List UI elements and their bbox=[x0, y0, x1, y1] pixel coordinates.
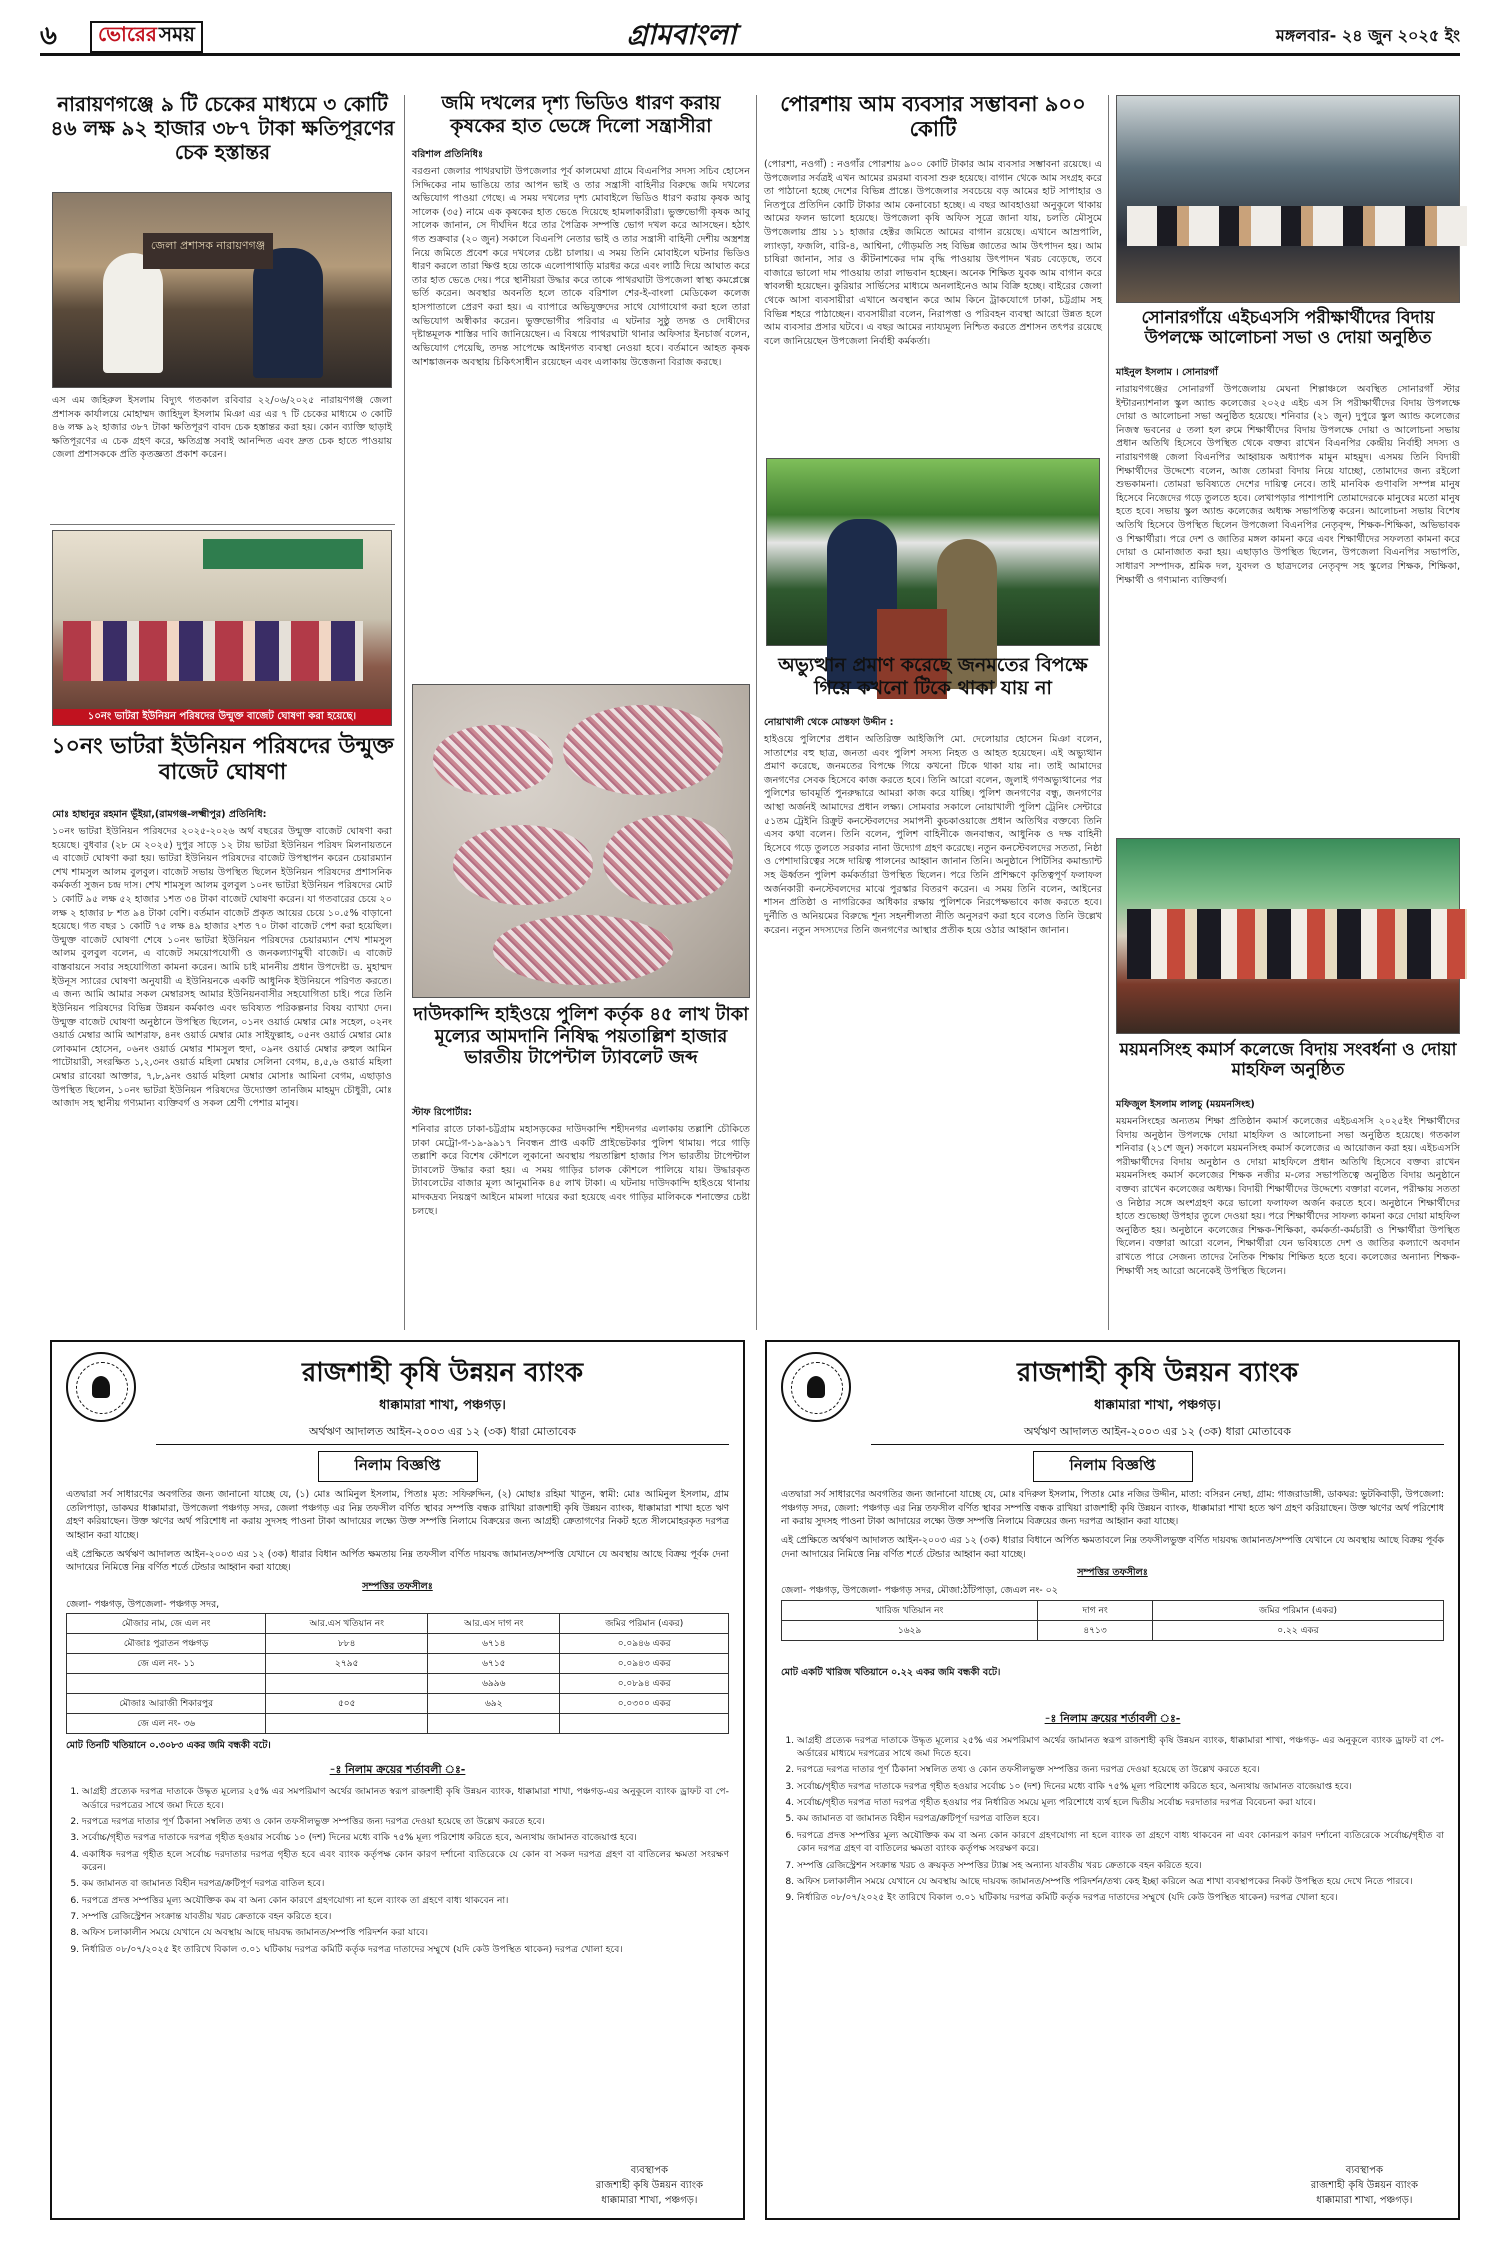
conditions-list bbox=[66, 1785, 729, 1956]
condition-item: 4. সর্বোচ্চ/গৃহীত দরপত্র দাতা দরপত্র গৃহীত হওয়ার পর নির্ধারিত সময়ে মূল্য পরিশোধে ব্যর্থ হলে দ্বিতীয় সর্বোচ্চ দরদাতার দরপত্র বিবেচনা করা যাবে। bbox=[797, 1796, 1444, 1809]
article-body: নারায়ণগঞ্জের সোনারগাঁ উপজেলায় মেঘনা শিল্পাঞ্চলে অবস্থিত সোনারগাঁ স্টার ইন্টারন্যাশনাল স্কুল অ্যান্ড কলেজের ২০২৫ এইচ এস সি পরীক্ষার্থীদের বিদায় উপলক্ষে দোয়া ও আলোচনা সভা অনুষ্ঠিত হয়েছে। শনিবার (২১ জুন) দুপুরে স্কুল অ্যান্ড কলেজের নিজস্ব ভবনের ৫ তলা হল রুমে শিক্ষার্থীদের বিদায় উপলক্ষে দোয়া ও আলোচনা সভায় প্রধান অতিথি হিসেবে উপস্থিত থেকে বক্তব্য রাখেন বিএনপির কেন্দ্রীয় নির্বাহী সদস্য ও নারায়ণগঞ্জ জেলা বিএনপির আহ্বায়ক অধ্যাপক মামুন মাহমুদ। এসময় তিনি বিদায়ী শিক্ষার্থীদের উদ্দেশ্যে বলেন, আজ তোমরা বিদায় নিয়ে যাচ্ছো, তোমাদের জন্য রইলো শুভকামনা। তোমরা ভবিষ্যতে দেশের দায়িত্ব নেবে। তাই মানবিক গুণাবলি সম্পন্ন মানুষ হিসেবে নিজেদের গড়ে তুলতে হবে। লেখাপড়ার পাশাপাশি তোমাদেরকে মানুষের মতো মানুষ হতে হবে। সভায় স্কুল অ্যান্ড কলেজের অধ্যক্ষ সভাপতিত্ব করেন। আলোচনা সভায় বিশেষ অতিথি হিসেবে উপস্থিত ছিলেন উপজেলা বিএনপির নেতৃবৃন্দ, শিক্ষক-শিক্ষিকা, অভিভাবক ও শিক্ষার্থীরা। পরে দেশ ও জাতির মঙ্গল কামনা করে এবং শিক্ষার্থীদের সফলতা কামনা করে দোয়া ও মোনাজাত করা হয়। এছাড়াও উপস্থিত ছিলেন, উপজেলা বিএনপির সভাপতি, সাধারণ সম্পাদক, শ্রমিক দল, যুবদল ও ছাত্রদলের নেতৃবৃন্দ সহ স্কুলের শিক্ষক, শিক্ষিকা, শিক্ষার্থী ও গণ্যমান্য ব্যক্তিবর্গ। bbox=[1116, 384, 1464, 586]
photo-caption: ১০নং ভাটরা ইউনিয়ন পরিষদের উন্মুক্ত বাজেট ঘোষণা করা হয়েছে। bbox=[53, 709, 391, 725]
bank-name: রাজশাহী কৃষি উন্নয়ন ব্যাংক bbox=[1016, 1358, 1299, 1388]
signatory-bank: রাজশাহী কৃষি উন্নয়ন ব্যাংক bbox=[1310, 2180, 1418, 2191]
table-cell: মৌজাঃ আরাজী শিকারপুর bbox=[67, 1694, 266, 1714]
bank-seal-icon bbox=[781, 1352, 851, 1422]
table-cell: ৬৯৯৬ bbox=[428, 1674, 560, 1694]
table-cell: ২৭৯৫ bbox=[266, 1654, 428, 1674]
table-cell: ৫০৫ bbox=[266, 1694, 428, 1714]
table-header: জমির পরিমান (একর) bbox=[560, 1614, 729, 1634]
conditions-title: -ঃ নিলাম ক্রয়ের শর্তাবলী ঃ- bbox=[329, 1763, 466, 1777]
divider bbox=[156, 1444, 729, 1445]
signatory-title: ব্যবস্থাপক bbox=[630, 2165, 669, 2176]
article-body-barishal bbox=[412, 148, 754, 668]
table-cell: ০.০৩০০ একর bbox=[560, 1694, 729, 1714]
signature-block bbox=[596, 2163, 703, 2208]
notice-title: নিলাম বিজ্ঞপ্তি bbox=[318, 1451, 478, 1482]
logo-part1: ভোরের bbox=[98, 22, 157, 46]
condition-item: 4. একাধিক দরপত্র গৃহীত হলে সর্বোচ্চ দরদাতার দরপত্র গৃহীত হবে এবং ব্যাংক কর্তৃপক্ষ কোন কারণ দর্শানো ব্যতিরেকে যে কোন বা সকল দরপত্র গ্রহণ বা বাতিলের ক্ষমতা সংরক্ষণ করেন। bbox=[82, 1848, 729, 1875]
schedule-title: সম্পত্তির তফসীলঃ bbox=[362, 1580, 433, 1592]
section-title: গ্রামবাংলা bbox=[626, 18, 737, 51]
table-row bbox=[67, 1654, 729, 1674]
logo-part2: সময় bbox=[158, 22, 195, 46]
table-cell: ১৬২৯ bbox=[782, 1620, 1038, 1640]
condition-item: 6. দরপত্রে প্রদত্ত সম্পত্তির মূল্য অযৌক্তিক কম বা অন্য কোন কারণে গ্রহণযোগ্য না হলে ব্যাংক তা গ্রহণে বাধ্য থাকবেন না। bbox=[82, 1894, 729, 1907]
photo-cheque-handover bbox=[52, 192, 392, 388]
condition-item: 3. সর্বোচ্চ/গৃহীত দরপত্র দাতাকে দরপত্র গৃহীত হওয়ার সর্বোচ্চ ১০ (দশ) দিনের মধ্যে বাকি ৭৫% মূল্য পরিশোধ করিতে হবে, অন্যথায় জামানত বাজেয়াপ্ত হবে। bbox=[82, 1831, 729, 1844]
table-header: মৌজার নাম, জে এল নং bbox=[67, 1614, 266, 1634]
article-byline: মফিজুল ইসলাম লালচু (ময়মনসিংহ) bbox=[1116, 1099, 1255, 1110]
article-body: হাইওয়ে পুলিশের প্রধান অতিরিক্ত আইজিপি মো. দেলোয়ার হোসেন মিঞা বলেন, সাতাশের বহু ছাত্র, জনতা এবং পুলিশ সদস্য নিহত ও আহত হয়েছেন। এই অভ্যুত্থান প্রমাণ করেছে, জনমতের বিপক্ষে গিয়ে কখনো টিকে থাকা যায় না। তাই আমাদের জনগণের সেবক হিসেবে কাজ করতে হবে। তিনি আরো বলেন, জুলাই গণঅভ্যুত্থানের পর পুলিশের ভাবমূর্তি পুনরুদ্ধারে আমরা কাজ করে যাচ্ছি। পুলিশ জনগণের বন্ধু, জনগণের আস্থা অর্জনই আমাদের প্রধান লক্ষ্য। সোমবার সকালে নোয়াখালী পুলিশ ট্রেনিং সেন্টারে ৫১তম ট্রেইনি রিক্রুট কনস্টেবলদের সমাপনী কুচকাওয়াজে প্রধান অতিথির বক্তব্যে তিনি এসব কথা বলেন। তিনি বলেন, পুলিশ বাহিনীকে জনবান্ধব, আধুনিক ও দক্ষ বাহিনী হিসেবে গড়ে তুলতে সরকার নানা উদ্যোগ গ্রহণ করেছে। নতুন কনস্টেবলদের সততা, নিষ্ঠা ও পেশাদারিত্বের সঙ্গে দায়িত্ব পালনের আহ্বান জানান তিনি। অনুষ্ঠানে পিটিসির কমান্ড্যান্ট সহ ঊর্ধ্বতন পুলিশ কর্মকর্তারা উপস্থিত ছিলেন। পরে তিনি প্রশিক্ষণে কৃতিত্বপূর্ণ ফলাফল অর্জনকারী কনস্টেবলদের মাঝে পুরস্কার বিতরণ করেন। এ সময় তিনি বলেন, আইনের শাসন প্রতিষ্ঠা ও নাগরিকের অধিকার রক্ষায় পুলিশকে নিরপেক্ষভাবে কাজ করতে হবে। দুর্নীতি ও অনিয়মের বিরুদ্ধে শূন্য সহনশীলতা নীতি অনুসরণ করা হবে বলেও তিনি উল্লেখ করেন। নতুন সদস্যদের তিনি জনগণের আস্থার প্রতীক হয়ে ওঠার আহ্বান জানান। bbox=[764, 734, 1106, 936]
notice-intro: এতদ্বারা সর্ব সাধারণের অবগতির জন্য জানানো যাচ্ছে যে, (১) মোঃ আমিনুল ইসলাম, পিতাঃ মৃত: সফিরুদ্দিন, (২) মোছাঃ রহিমা খাতুন, স্বামী: মোঃ আমিনুল ইসলাম, গ্রাম তেলিপাড়া, ডাকঘর ধাক্কামারা, উপজেলা পঞ্চগড় সদর, জেলা পঞ্চগড় এর নিম্ন তফসীল বর্ণিত স্থাবর সম্পত্তি বন্ধক রাখিয়া রাজশাহী কৃষি উন্নয়ন ব্যাংক, ধাক্কামারা শাখা হতে ঋণ গ্রহণ করিয়াছেন। উক্ত ঋণের অর্থ পরিশোধ না করায় সুদসহ পাওনা টাকা আদায়ের লক্ষ্যে উক্ত সম্পত্তি নিলামে বিক্রয়ের জন্য আগ্রহী ক্রেতাগণের নিকট হতে সীলমোহরকৃত দরপত্র আহ্বান করা যাচ্ছে। bbox=[66, 1489, 729, 1541]
article-byline: স্টাফ রিপোর্টার: bbox=[412, 1107, 473, 1118]
article-byline: বরিশাল প্রতিনিধিঃ bbox=[412, 149, 484, 160]
article-body-noakhali bbox=[764, 716, 1106, 1330]
photo-budget-meeting bbox=[52, 530, 392, 726]
condition-item: 9. নির্ধারিত ০৮/০৭/২০২৫ ইং তারিখে বিকাল ৩.০১ ঘটিকায় দরপত্র কমিটি কর্তৃক দরপত্র দাতাদের সম্মুখে (যদি কেউ উপস্থিত থাকেন) দরপত্র খোলা হবে। bbox=[82, 1943, 729, 1956]
column-rule bbox=[404, 95, 405, 1330]
property-schedule-table bbox=[781, 1600, 1444, 1641]
table-cell bbox=[67, 1674, 266, 1694]
table-cell bbox=[266, 1674, 428, 1694]
condition-item: 7. সম্পত্তি রেজিস্ট্রেশন সংক্রান্ত খরচ ও ক্রয়কৃত সম্পত্তির ট্যাক্স সহ অন্যান্য যাবতীয় খরচ ক্রেতাকে বহন করিতে হবে। bbox=[797, 1859, 1444, 1872]
condition-item: 1. আগ্রহী প্রত্যেক দরপত্র দাতাকে উদ্ধৃত মূল্যের ২৫% এর সমপরিমাণ অর্থের জামানত স্বরূপ রাজশাহী কৃষি উন্নয়ন ব্যাংক, ধাক্কামারা শাখা, পঞ্চগড়- এর অনুকূলে ব্যাংক ড্রাফট বা পে-অর্ডারের মাধ্যমে দরপত্রের সাথে জমা দিতে হবে। bbox=[797, 1734, 1444, 1761]
signatory-branch: ধাক্কামারা শাখা, পঞ্চগড়। bbox=[601, 2195, 698, 2206]
condition-item: 7. সম্পত্তি রেজিস্ট্রেশন সংক্রান্ত যাবতীয় খরচ ক্রেতাকে বহন করিতে হবে। bbox=[82, 1910, 729, 1923]
page-number: ৬ bbox=[40, 20, 57, 51]
table-row bbox=[67, 1634, 729, 1654]
article-barishal bbox=[412, 92, 750, 138]
property-schedule-table bbox=[66, 1613, 729, 1734]
schedule-total: মোট তিনটি খতিয়ানে ০.৩০৮৩ একর জমি বন্ধকী বটে। bbox=[66, 1740, 271, 1752]
notice-para: এই প্রেক্ষিতে অর্থঋণ আদালত আইন-২০০৩ এর ১২ (৩ক) ধারার বিধান অর্পিত ক্ষমতায় নিম্ন তফসীল বর্ণিত দায়বদ্ধ জামানত/সম্পত্তি যেখানে যে অবস্থায় আছে বিক্রয় পূর্বক দেনা আদায়ের নিমিত্তে নিম্ন বর্ণিত শর্তে টেন্ডার আহ্বান করা যাচ্ছে। bbox=[66, 1548, 729, 1574]
article-porsha bbox=[764, 92, 1102, 142]
auction-notice-left bbox=[50, 1340, 745, 2220]
article-headline: পোরশায় আম ব্যবসার সম্ভাবনা ৯০০ কোটি bbox=[780, 92, 1086, 142]
article-headline: সোনারগাঁয়ে এইচএসসি পরীক্ষার্থীদের বিদায় উপলক্ষে আলোচনা সভা ও দোয়া অনুষ্ঠিত bbox=[1141, 308, 1435, 349]
photo-police-parade bbox=[766, 458, 1100, 646]
article-body-mymensingh bbox=[1116, 1098, 1464, 1330]
bank-name: রাজশাহী কৃষি উন্নয়ন ব্যাংক bbox=[301, 1358, 584, 1388]
table-cell: জে এল নং- ১১ bbox=[67, 1654, 266, 1674]
schedule-title: সম্পত্তির তফসীলঃ bbox=[1077, 1567, 1148, 1579]
table-header: আর.এস দাগ নং bbox=[428, 1614, 560, 1634]
divider bbox=[871, 1444, 1444, 1445]
bank-branch: ধাক্কামারা শাখা, পঞ্চগড়। bbox=[1094, 1398, 1221, 1413]
newspaper-logo bbox=[90, 21, 203, 53]
condition-item: 5. কম জামানত বা জামানত বিহীন দরপত্র/ক্রটিপূর্ণ দরপত্র বাতিল হবে। bbox=[82, 1877, 729, 1890]
table-header: আর.এস খতিয়ান নং bbox=[266, 1614, 428, 1634]
signatory-title: ব্যবস্থাপক bbox=[1345, 2165, 1384, 2176]
article-headline: অভ্যুত্থান প্রমাণ করেছে জনমতের বিপক্ষে গিয়ে কখনো টিকে থাকা যায় না bbox=[778, 654, 1088, 699]
table-cell: ০.০৯৪৩ একর bbox=[560, 1654, 729, 1674]
table-cell: ০.০৮৯৪ একর bbox=[560, 1674, 729, 1694]
article-body: বরগুনা জেলার পাথরঘাটা উপজেলার পূর্ব কালমেঘা গ্রামে বিএনপির সদস্য সচিব হোসেন সিদ্দিকের নাম ভাঙিয়ে তার আপন ভাই ও তার সন্ত্রাসী বাহিনীর বিরুদ্ধে জমি দখলের অভিযোগ পাওয়া গেছে। এ সময় দখলের দৃশ্য মোবাইলে ভিডিও ধারণ করায় কৃষক আবু সালেক (৩৫) নামে এক কৃষকের হাত ভেঙে দিয়েছে হামলাকারীরা। ভুক্তভোগী কৃষক আবু সালেক জানান, সে দীর্ঘদিন ধরে তার পৈত্রিক সম্পত্তি ভোগ দখল করে আসছেন। হঠাৎ গত শুক্রবার (২০ জুন) সকালে বিএনপি নেতার ভাই ও তার সন্ত্রাসী বাহিনী দেশীয় অস্ত্রশস্ত্র নিয়ে জমিতে প্রবেশ করে দখলের চেষ্টা চালায়। এ সময় তিনি মোবাইলে ঘটনার ভিডিও ধারণ করলে তারা ক্ষিপ্ত হয়ে তাকে এলোপাথাড়ি মারধর করে এবং লাঠি দিয়ে আঘাত করে তার হাত ভেঙে দেয়। পরে স্থানীয়রা উদ্ধার করে তাকে পাথরঘাটা উপজেলা স্বাস্থ্য কমপ্লেক্সে ভর্তি করেন। অবস্থার অবনতি হলে তাকে বরিশাল শের-ই-বাংলা মেডিকেল কলেজ হাসপাতালে প্রেরণ করা হয়। এ ব্যাপারে অভিযুক্তদের সাথে যোগাযোগ করা হলে তারা অভিযোগ অস্বীকার করেন। ভুক্তভোগীর পরিবার এ ঘটনার সুষ্ঠু তদন্ত ও দোষীদের দৃষ্টান্তমূলক শাস্তির দাবি জানিয়েছেন। এ বিষয়ে পাথরঘাটা থানার অফিসার ইনচার্জ বলেন, অভিযোগ পেয়েছি, তদন্ত সাপেক্ষে আইনগত ব্যবস্থা নেওয়া হবে। বর্তমানে আহত কৃষক আশঙ্কাজনক অবস্থায় চিকিৎসাধীন রয়েছেন এবং এলাকায় উত্তেজনা বিরাজ করছে। bbox=[412, 166, 754, 368]
article-body: শনিবার রাতে ঢাকা-চট্টগ্রাম মহাসড়কের দাউদকান্দি শহীদনগর এলাকায় তল্লাশি চৌকিতে ঢাকা মেট্রো-গ-১৯-৯৯১৭ নিবন্ধন প্রাপ্ত একটি প্রাইভেটকার পুলিশ থামায়। পরে গাড়ি তল্লাশি করে বিশেষ কৌশলে লুকানো অবস্থায় পয়তাল্লিশ হাজার পিস ভারতীয় টাপেন্টাল ট্যাবলেট উদ্ধার করা হয়। এ সময় গাড়ির চালক কৌশলে পালিয়ে যায়। উদ্ধারকৃত ট্যাবলেটের বাজার মূল্য আনুমানিক ৪৫ লাখ টাকা। এ ঘটনায় দাউদকান্দি হাইওয়ে থানায় মাদকদ্রব্য নিয়ন্ত্রণ আইনে মামলা দায়ের করা হয়েছে এবং গাড়ির মালিককে শনাক্তের চেষ্টা চলছে। bbox=[412, 1124, 754, 1217]
condition-item: 1. আগ্রহী প্রত্যেক দরপত্র দাতাকে উদ্ধৃত মূল্যের ২৫% এর সমপরিমাণ অর্থের জামানত স্বরূপ রাজশাহী কৃষি উন্নয়ন ব্যাংক, ধাক্কামারা শাখা, পঞ্চগড়-এর অনুকূলে ব্যাংক ড্রাফট বা পে-অর্ডারে দরপত্রের সাথে জমা দিতে হবে। bbox=[82, 1785, 729, 1812]
notice-title: নিলাম বিজ্ঞপ্তি bbox=[1033, 1451, 1193, 1482]
table-header: জমির পরিমান (একর) bbox=[1152, 1600, 1443, 1620]
article-body-sonargaon bbox=[1116, 366, 1464, 832]
table-cell bbox=[428, 1714, 560, 1734]
condition-item: 2. দরপত্রে দরপত্র দাতার পূর্ণ ঠিকানা সম্বলিত তথ্য ও কোন তফসীলভুক্ত সম্পত্তির জন্য দরপত্র দেওয়া হয়েছে তা উল্লেখ করতে হবে। bbox=[797, 1763, 1444, 1776]
bank-branch: ধাক্কামারা শাখা, পঞ্চগড়। bbox=[379, 1398, 506, 1413]
table-cell: ৮৮৪ bbox=[266, 1634, 428, 1654]
table-cell: জে এল নং- ৩৬ bbox=[67, 1714, 266, 1734]
schedule-subtitle: জেলা- পঞ্চগড়, উপজেলা- পঞ্চগড় সদর, মৌজা:ঠাঁটপাড়া, জেএল নং- ০২ bbox=[781, 1585, 1058, 1597]
condition-item: 3. সর্বোচ্চ/গৃহীত দরপত্র দাতাকে দরপত্র গৃহীত হওয়ার সর্বোচ্চ ১০ (দশ) দিনের মধ্যে বাকি ৭৫% মূল্য পরিশোধ করিতে হবে, অন্যথায় জামানত বাজেয়াপ্ত হবে। bbox=[797, 1780, 1444, 1793]
table-cell bbox=[560, 1714, 729, 1734]
article-noakhali bbox=[764, 654, 1102, 700]
article-body: এস এম জহিরুল ইসলাম বিদ্যুৎ গতকাল রবিবার ২২/০৬/২০২৫ নারায়ণগঞ্জ জেলা প্রশাসক কার্যালয়ে মোহাম্মদ জাহিদুল ইসলাম মিঞা এর এর ৭ টি চেকের মাধ্যমে ৩ কোটি ৪৬ লক্ষ ৯২ হাজার ৩৮৭ টাকা ক্ষতিপূরণ বাবদ চেক হস্তান্তর করা হয়। কোন ব্যাক্তি ছাড়াই ক্ষতিপূরণের এ চেক গ্রহণ করে, ক্ষতিগ্রস্ত সবাই আনন্দিত এবং দ্রুত চেক হাতে পাওয়ায় জেলা প্রশাসককে প্রতি কৃতজ্ঞতা প্রকাশ করেন। bbox=[52, 395, 396, 461]
signature-block bbox=[1311, 2163, 1418, 2208]
article-headline: নারায়ণগঞ্জে ৯ টি চেকের মাধ্যমে ৩ কোটি ৪৬ লক্ষ ৯২ হাজার ৩৮৭ টাকা ক্ষতিপূরণের চেক হস্তান্তর bbox=[50, 92, 395, 164]
conditions-list bbox=[781, 1734, 1444, 1905]
photo-commerce-college bbox=[1116, 838, 1460, 1034]
photo-seized-tablets bbox=[412, 684, 750, 998]
table-cell: মৌজাঃ পুরাতন পঞ্চগড় bbox=[67, 1634, 266, 1654]
article-daudkandi bbox=[412, 1004, 750, 1069]
article-headline: ১০নং ভাটরা ইউনিয়ন পরিষদের উন্মুক্ত বাজেট ঘোষণা bbox=[51, 734, 394, 786]
notice-para: এই প্রেক্ষিতে অর্থঋণ আদালত আইন-২০০৩ এর ১২ (৩ক) ধারার বিধানে অর্পিত ক্ষমতাবলে নিম্ন তফসীলভুক্ত বর্ণিত দায়বদ্ধ জামানত/সম্পত্তি যেখানে যে অবস্থায় আছে বিক্রয় পূর্বক দেনা আদায়ের নিমিত্তে নিম্ন বর্ণিত শর্তে টেন্ডার আহ্বান করা যাচ্ছে। bbox=[781, 1534, 1444, 1560]
article-bhatra bbox=[50, 734, 395, 787]
schedule-total: মোট একটি খারিজ খতিয়ানে ০.২২ একর জমি বন্ধকী বটে। bbox=[781, 1666, 1001, 1678]
condition-item: 5. কম জামানত বা জামানত বিহীন দরপত্র/ক্রটিপূর্ণ দরপত্র বাতিল হবে। bbox=[797, 1812, 1444, 1825]
table-cell: ৬৯২ bbox=[428, 1694, 560, 1714]
article-headline: জমি দখলের দৃশ্য ভিডিও ধারণ করায় কৃষকের হাত ভেঙ্গে দিলো সন্ত্রাসীরা bbox=[441, 92, 721, 137]
bank-seal-icon bbox=[66, 1352, 136, 1422]
law-reference: অর্থঋণ আদালত আইন-২০০৩ এর ১২ (৩ক) ধারা মোতাবেক bbox=[308, 1425, 576, 1438]
condition-item: 8. অফিস চলাকালীন সময়ে যেখানে যে অবস্থায় আছে দায়বদ্ধ জামানত/সম্পত্তি পরিদর্শন/তথ্য কেহ ইচ্ছা করিলে অত্র শাখা ব্যবস্থাপকের নিকট উপস্থিত হয়ে দেখে নিতে পারবে। bbox=[797, 1875, 1444, 1888]
article-byline: মাইনুল ইসলাম । সোনারগাঁ bbox=[1116, 367, 1218, 378]
table-row bbox=[67, 1674, 729, 1694]
law-reference: অর্থঋণ আদালত আইন-২০০৩ এর ১২ (৩ক) ধারা মোতাবেক bbox=[1023, 1425, 1291, 1438]
photo-hsc-farewell bbox=[1116, 95, 1460, 303]
article-body-porsha bbox=[764, 158, 1106, 456]
article-narayanganj bbox=[50, 92, 395, 164]
auction-notice-right bbox=[765, 1340, 1460, 2220]
table-header: খারিজ খতিয়ান নং bbox=[782, 1600, 1038, 1620]
column-rule bbox=[756, 95, 757, 1330]
article-body: (পোরশা, নওগাঁ) : নওগাঁর পোরশায় ৯০০ কোটি টাকার আম ব্যবসার সম্ভাবনা রয়েছে। এ উপজেলার সর্বত্রই এখন আমের রমরমা ব্যবসা শুরু হয়েছে। বাগান থেকে আম সংগ্রহ করে তা পাঠানো হচ্ছে দেশের বিভিন্ন প্রান্তে। উপজেলার সবচেয়ে বড় আমের হাট সাপাহার ও নিতপুরে প্রতিদিন কোটি টাকার আম কেনাবেচা হচ্ছে। এ বছর আবহাওয়া অনুকূলে থাকায় আমের ফলন ভালো হয়েছে। উপজেলা কৃষি অফিস সূত্রে জানা যায়, চলতি মৌসুমে উপজেলায় প্রায় ১১ হাজার হেক্টর জমিতে আমের বাগান রয়েছে। এখানে আম্রপালি, ল্যাংড়া, ফজলি, বারি-৪, আশ্বিনা, গৌড়মতি সহ বিভিন্ন জাতের আম উৎপাদন হয়। আম চাষিরা জানান, সার ও কীটনাশকের দাম বৃদ্ধি পাওয়ায় উৎপাদন খরচ বেড়েছে, তবে বাজারে ভালো দাম পাওয়ায় তারা লাভবান হচ্ছেন। অনেক শিক্ষিত যুবক আম বাগান করে স্বাবলম্বী হয়েছেন। কুরিয়ার সার্ভিসের মাধ্যমে অনলাইনেও আম বিক্রি হচ্ছে। বাইরের জেলা থেকে আসা ব্যবসায়ীরা এখানে অবস্থান করে আম কিনে ট্রাকযোগে ঢাকা, চট্টগ্রাম সহ বিভিন্ন শহরে পাঠাচ্ছেন। ব্যবসায়ীরা বলেন, নিরাপত্তা ও পরিবহন ব্যবস্থা আরো উন্নত হলে আম ব্যবসার প্রসার ঘটবে। এ বছর আমের ন্যায্যমূল্য নিশ্চিত করতে প্রশাসন তৎপর রয়েছে বলে জানিয়েছেন উপজেলা নির্বাহী কর্মকর্তা। bbox=[764, 159, 1106, 347]
table-cell bbox=[266, 1714, 428, 1734]
column-rule bbox=[1108, 95, 1109, 1330]
table-row bbox=[67, 1694, 729, 1714]
schedule-subtitle: জেলা- পঞ্চগড়, উপজেলা- পঞ্চগড় সদর, bbox=[66, 1598, 220, 1610]
divider bbox=[50, 524, 395, 525]
article-headline: ময়মনসিংহ কমার্স কলেজে বিদায় সংবর্ধনা ও দোয়া মাহফিল অনুষ্ঠিত bbox=[1119, 1040, 1457, 1081]
article-sonargaon bbox=[1116, 308, 1460, 349]
article-body: ১০নং ভাটরা ইউনিয়ন পরিষদের ২০২৫-২০২৬ অর্থ বছরের উন্মুক্ত বাজেট ঘোষণা করা হয়েছে। বুধবার (২৮ মে ২০২৫) দুপুর সাড়ে ১২ টায় ভাটরা ইউনিয়ন পরিষদ মিলনায়তনে এ বাজেট ঘোষণা করা হয়। ভাটরা ইউনিয়ন পরিষদের বাজেট উপস্থাপন করেন চেয়ারম্যান শেখ শামসুল আলম বুলবুল। বাজেট সভায় উপস্থিত ছিলেন ইউনিয়ন পরিষদের প্রশাসনিক কর্মকর্তা সুজন চন্দ্র দাস। শেখ শামসুল আলম বুলবুল ১০নং ভাটরা ইউনিয়ন পরিষদের মোট ১ কোটি ৯৫ লক্ষ ৫২ হাজার ১শত ৩৪ টাকা বাজেট ঘোষণা করেন। যা গতবারের চেয়ে ২০ লক্ষ ২ হাজার ৮ শত ৯৪ টাকা বেশি। বর্তমান বাজেট প্রকৃত আয়ের চেয়ে ১০.৫% বাড়ানো হয়েছে। গত বছর ১ কোটি ৭৫ লক্ষ ৪৯ হাজার ২শত ৭০ টাকা বাজেট পেশ করা হয়েছিল। উন্মুক্ত বাজেট ঘোষণা শেষে ১০নং ভাটরা ইউনিয়ন পরিষদের চেয়ারম্যান শেখ শামসুল আলম বুলবুল বলেন, এ বাজেট সময়োপযোগী ও জনকল্যাণমুখী বাজেট। এ বাজেট বাস্তবায়নে সবার সহযোগিতা কামনা করেন। আমি চাই মাননীয় প্রধান উপদেষ্টা ড. মুহাম্মদ ইউনূস স্যারের ঘোষণা অনুযায়ী এ ইউনিয়নকে একটি আধুনিক ইউনিয়নে পরিণত করতে। এ জন্য আমি আমার সকল মেম্বারসহ আমার ইউনিয়নবাসীর সহযোগিতা চাই। পরে তিনি ইউনিয়ন পরিষদের বিভিন্ন উন্নয়ন কর্মকাণ্ড এবং ভবিষ্যত পরিকল্পনার বিষয় ব্যাখ্যা দেন। উন্মুক্ত বাজেট ঘোষণা অনুষ্ঠানে উপস্থিত ছিলেন, ০১নং ওয়ার্ড মেম্বার মোঃ সহেল, ০২নং ওয়ার্ড মেম্বার আমি আশরাফ, ৪নং ওয়ার্ড মেম্বার মোঃ সাইফুল্লাহ, ০৫নং ওয়ার্ড মেম্বার মোঃ লোকমান হোসেন, ০৬নং ওয়ার্ড মেম্বার শামসুল হুদা, ০৯নং ওয়ার্ড মেম্বার রুহুল আমিন পাটোয়ারী, সংরক্ষিত ১,২,৩নং ওয়ার্ড মহিলা মেম্বার সেলিনা বেগম, ৪,৫,৬ ওয়ার্ড মহিলা মেম্বার রাবেয়া আক্তার, ৭,৮,৯নং ওয়ার্ড মহিলা মেম্বার মোসাঃ আমিনা বেগম, এছাড়াও উপস্থিত ছিলেন, ১০নং ভাটরা ইউনিয়ন পরিষদের উদ্যোক্তা তানজিম মাহমুদ চৌধুরী, মোঃ আজাদ সহ স্থানীয় গণ্যমান্য ব্যক্তিবর্গ ও সকল শ্রেণী পেশার মানুষ। bbox=[52, 826, 396, 1110]
article-body-bhatra bbox=[52, 808, 396, 1330]
article-byline: নোয়াখালী থেকে মোস্তফা উদ্দীন : bbox=[764, 717, 894, 728]
table-cell: ৬৭১৫ bbox=[428, 1654, 560, 1674]
table-row bbox=[67, 1714, 729, 1734]
table-cell: ৬৭১৪ bbox=[428, 1634, 560, 1654]
article-byline: মোঃ হাছানুর রহমান ভূঁইয়া,(রামগঞ্জ-লক্ষ্মীপুর) প্রতিনিধি: bbox=[52, 809, 267, 820]
signatory-bank: রাজশাহী কৃষি উন্নয়ন ব্যাংক bbox=[595, 2180, 703, 2191]
condition-item: 2. দরপত্রে দরপত্র দাতার পূর্ণ ঠিকানা সম্বলিত তথ্য ও কোন তফসীলভুক্ত সম্পত্তির জন্য দরপত্র দেওয়া হয়েছে তা উল্লেখ করতে হবে। bbox=[82, 1815, 729, 1828]
table-header: দাগ নং bbox=[1038, 1600, 1153, 1620]
table-cell: ০.০৯৪৬ একর bbox=[560, 1634, 729, 1654]
signatory-branch: ধাক্কামারা শাখা, পঞ্চগড়। bbox=[1316, 2195, 1413, 2206]
table-cell: ০.২২ একর bbox=[1152, 1620, 1443, 1640]
article-headline: দাউদকান্দি হাইওয়ে পুলিশ কর্তৃক ৪৫ লাখ টাকা মূল্যের আমদানি নিষিদ্ধ পয়তাল্লিশ হাজার ভারতীয় টাপেন্টাল ট্যাবলেট জব্দ bbox=[413, 1004, 749, 1069]
photo-office-sign: জেলা প্রশাসক নারায়ণগঞ্জ bbox=[143, 233, 273, 269]
notice-intro: এতদ্বারা সর্ব সাধারণের অবগতির জন্য জানানো যাচ্ছে যে, মোঃ বদিরুল ইসলাম, পিতাঃ মোঃ নজির উদ্দীন, মাতা: বসিরন নেছা, গ্রাম: গাজরাডাঙ্গী, ডাকঘর: ভুটকিবাড়ী, উপজেলা: পঞ্চগড় সদর, জেলা: পঞ্চগড় এর নিম্ন তফসীল বর্ণিত স্থাবর সম্পত্তি বন্ধক রাখিয়া রাজশাহী কৃষি উন্নয়ন ব্যাংক, ধাক্কামারা শাখা হতে ঋণ গ্রহণ করিয়াছেন। উক্ত ঋণের অর্থ পরিশোধ না করায় সুদসহ পাওনা টাকা আদায়ের লক্ষ্যে উক্ত সম্পত্তি নিলামে বিক্রয়ের জন্য দরপত্র আহ্বান করা যাচ্ছে। bbox=[781, 1489, 1444, 1528]
article-mymensingh bbox=[1116, 1040, 1460, 1081]
table-row bbox=[782, 1620, 1444, 1640]
article-body-daudkandi bbox=[412, 1106, 754, 1330]
condition-item: 6. দরপত্রে প্রদত্ত সম্পত্তির মূল্য অযৌক্তিক কম বা অন্য কোন কারণে গ্রহণযোগ্য না হলে ব্যাংক তা গ্রহণে বাধ্য থাকবেন না এবং কোনরূপ কারণ দর্শানো ব্যতিরেকে সর্বোচ্চ/গৃহীত বা কোন দরপত্র গ্রহণ বা বাতিলের ক্ষমতা ব্যাংক কর্তৃপক্ষ সংরক্ষণ করে। bbox=[797, 1829, 1444, 1856]
article-body: ময়মনসিংহের অন্যতম শিক্ষা প্রতিষ্ঠান কমার্স কলেজের এইচএসসি ২০২৫ইং শিক্ষার্থীদের বিদায় অনুষ্ঠান উপলক্ষে দোয়া মাহফিল ও আলোচনা সভা অনুষ্ঠিত হয়েছে। গতকাল শনিবার (২১শে জুন) সকালে ময়মনসিংহ কমার্স কলেজের এ আয়োজন করা হয়। এইচএসসি পরীক্ষার্থীদের বিদায় অনুষ্ঠান ও দোয়া মাহফিলে প্রধান অতিথি হিসেবে বক্তব্য রাখেন ময়মনসিংহ কমার্স কলেজের শিক্ষক নজীর ম-লের সভাপতিত্বে অনুষ্ঠিত বিদায় অনুষ্ঠানে বক্তব্য রাখেন কলেজের অধ্যক্ষ। বিদায়ী শিক্ষার্থীদের উদ্দেশ্যে বক্তারা বলেন, পরীক্ষায় সততা ও নিষ্ঠার সঙ্গে অংশগ্রহণ করে ভালো ফলাফল অর্জন করতে হবে। অনুষ্ঠানে শিক্ষার্থীদের হাতে শুভেচ্ছা উপহার তুলে দেওয়া হয়। পরে শিক্ষার্থীদের সাফল্য কামনা করে দোয়া মাহফিল অনুষ্ঠিত হয়। অনুষ্ঠানে কলেজের শিক্ষক-শিক্ষিকা, কর্মকর্তা-কর্মচারী ও শিক্ষার্থীরা উপস্থিত ছিলেন। বক্তারা আরো বলেন, শিক্ষার্থীরা যেন ভবিষ্যতে দেশ ও জাতির কল্যাণে অবদান রাখতে পারে সেজন্য তাদের নৈতিক শিক্ষায় শিক্ষিত হতে হবে। কলেজের অন্যান্য শিক্ষক-শিক্ষার্থী সহ আরো অনেকেই উপস্থিত ছিলেন। bbox=[1116, 1116, 1464, 1277]
table-cell: ৪৭১৩ bbox=[1038, 1620, 1153, 1640]
condition-item: 9. নির্ধারিত ০৮/০৭/২০২৫ ইং তারিখে বিকাল ৩.০১ ঘটিকায় দরপত্র কমিটি কর্তৃক দরপত্র দাতাদের সম্মুখে (যদি কেউ উপস্থিত থাকেন) দরপত্র খোলা হবে। bbox=[797, 1891, 1444, 1904]
issue-date: মঙ্গলবার- ২৪ জুন ২০২৫ ইং bbox=[1275, 26, 1460, 45]
masthead bbox=[40, 20, 1460, 56]
conditions-title: -ঃ নিলাম ক্রয়ের শর্তাবলী ঃ- bbox=[1044, 1711, 1181, 1725]
condition-item: 8. অফিস চলাকালীন সময়ে যেখানে যে অবস্থায় আছে দায়বদ্ধ জামানত/সম্পত্তি পরিদর্শন করা যাবে। bbox=[82, 1926, 729, 1939]
article-body-narayanganj bbox=[52, 394, 396, 524]
